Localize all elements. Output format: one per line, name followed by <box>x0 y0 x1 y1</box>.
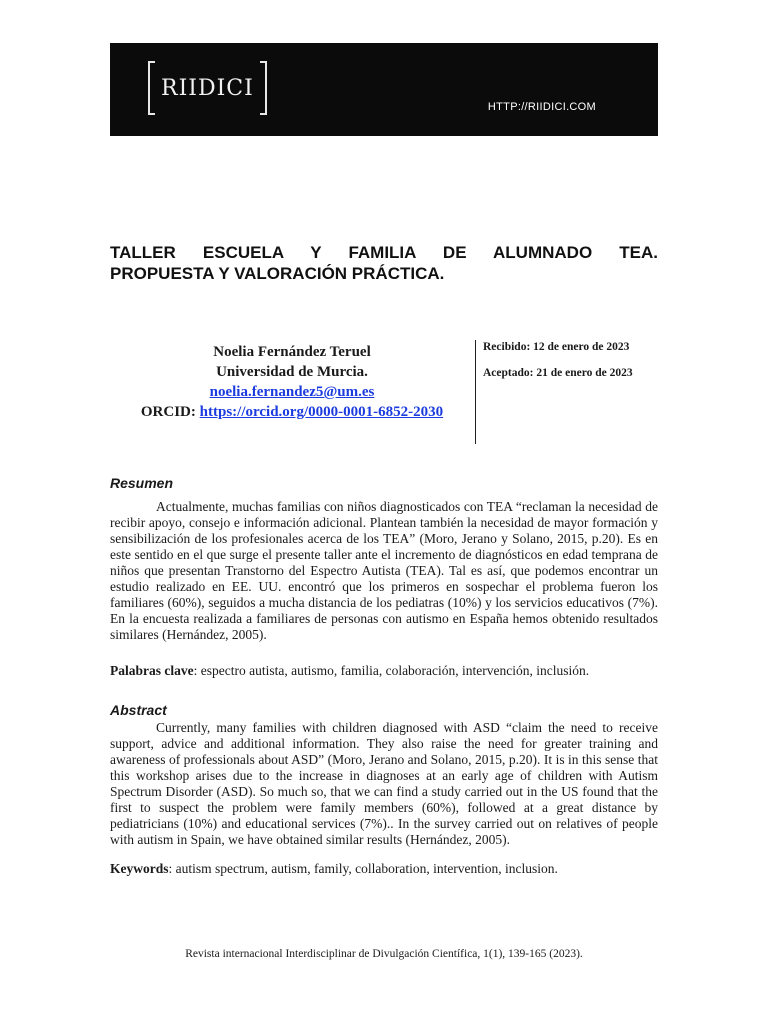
palabras-clave-text: : espectro autista, autismo, familia, colaboración, intervención, inclusión. <box>193 663 590 678</box>
author-email-link[interactable]: noelia.fernandez5@um.es <box>209 384 375 400</box>
orcid-link[interactable]: https://orcid.org/0000-0001-6852-2030 <box>199 404 444 420</box>
abstract-heading: Abstract <box>110 702 167 718</box>
resumen-text: Actualmente, muchas familias con niños diagnosticados con TEA “reclaman la necesidad de recibir apoyo, consejo e información adicional. Plantean también la necesidad de mayor formación y sensibilización de los profesionales acerca de los TEA” (Moro, Jerano y Solano, 2015, p.20). Es en este sentido en el que surge el presente taller ante el incremento de diagnósticos en edad temprana de niños que presentan Transtorno del Espectro Autista (TEA). Tal es así, que podemos encontrar un estudio realizado en EE. UU. encontró que los primeros en sospechar el problema fueron los familiares (60%), seguidos a mucha distancia de los pediatras (10%) y los servicios educativos (7%). En la encuesta realizada a familiares de personas con autismo en España hemos obtenido resultados similares (Hernández, 2005). <box>110 499 658 642</box>
resumen-paragraph <box>110 499 658 643</box>
footer-citation: Revista internacional Interdisciplinar de Divulgación Científica, 1(1), 139-165 (2023). <box>185 948 583 960</box>
abstract-paragraph <box>110 720 658 848</box>
resumen-heading: Resumen <box>110 475 174 491</box>
accepted-date: Aceptado: 21 de enero de 2023 <box>483 367 633 379</box>
author-block <box>110 342 474 422</box>
keywords-label: Keywords <box>110 861 169 876</box>
title-line-1: TALLER ESCUELA Y FAMILIA DE ALUMNADO TEA. <box>110 243 658 262</box>
title-line-2: PROPUESTA Y VALORACIÓN PRÁCTICA. <box>110 264 445 283</box>
journal-logo <box>148 61 267 115</box>
palabras-clave-label: Palabras clave <box>110 663 194 678</box>
author-name: Noelia Fernández Teruel <box>213 344 371 360</box>
journal-banner <box>110 43 658 136</box>
keywords <box>110 861 658 877</box>
received-date: Recibido: 12 de enero de 2023 <box>483 341 630 353</box>
logo-text: RIIDICI <box>161 75 254 101</box>
orcid-label: ORCID: <box>140 404 196 420</box>
palabras-clave <box>110 663 658 679</box>
abstract-text: Currently, many families with children diagnosed with ASD “claim the need to receive support, advice and additional information. They also raise the need for greater training and awareness of professionals about ASD” (Moro, Jerano and Solano, 2015, p.20). It is in this sense that this workshop arises due to the increase in diagnoses at an early age of children with Autism Spectrum Disorder (ASD). So much so, that we can find a study carried out in the US found that the first to suspect the problem were family members (60%), followed at a great distance by pediatricians (10%) and educational services (7%).. In the survey carried out on relatives of people with autism in Spain, we have obtained similar results (Hernández, 2005). <box>110 720 658 847</box>
author-affiliation: Universidad de Murcia. <box>216 364 368 380</box>
logo-right-bracket <box>260 61 267 115</box>
divider-line <box>475 340 476 444</box>
logo-left-bracket <box>148 61 155 115</box>
journal-url[interactable]: HTTP://RIIDICI.COM <box>487 101 596 113</box>
keywords-text: : autism spectrum, autism, family, collaboration, intervention, inclusion. <box>168 861 558 876</box>
dates-block <box>483 341 633 393</box>
article-title <box>110 242 658 284</box>
